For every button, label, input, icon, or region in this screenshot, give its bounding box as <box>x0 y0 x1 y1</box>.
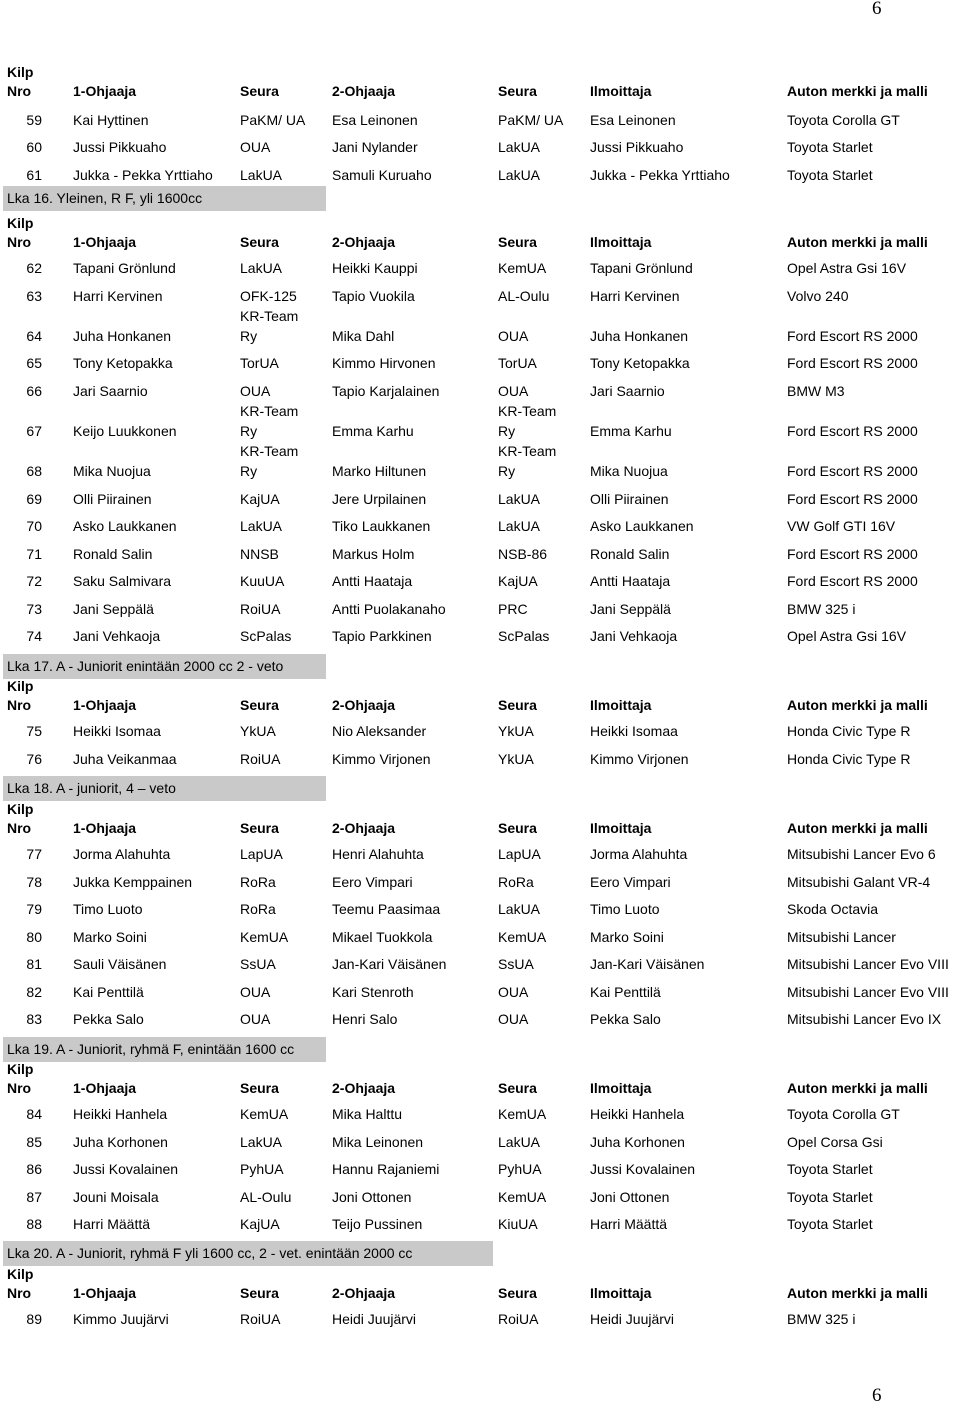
header-entrant: Ilmoittaja <box>590 234 652 250</box>
cell-entrant: Jani Seppälä <box>590 601 671 617</box>
cell-nro: 66 <box>26 383 42 399</box>
cell-club1: RoRa <box>240 874 276 890</box>
cell-driver1: Keijo Luukkonen <box>73 423 177 439</box>
cell-driver2: Emma Karhu <box>332 423 414 439</box>
cell-driver2: Jan-Kari Väisänen <box>332 956 447 972</box>
header-driver1: 1-Ohjaaja <box>73 697 137 713</box>
header-driver2: 2-Ohjaaja <box>332 697 396 713</box>
cell-driver1: Heikki Isomaa <box>73 723 161 739</box>
cell-driver1: Juha Korhonen <box>73 1134 168 1150</box>
cell-driver1: Harri Kervinen <box>73 288 163 304</box>
cell-driver2: Tiko Laukkanen <box>332 518 431 534</box>
cell-driver1: Tapani Grönlund <box>73 260 176 276</box>
cell-club2: LakUA <box>498 1134 541 1150</box>
cell-entrant: Pekka Salo <box>590 1011 661 1027</box>
cell-entrant: Jan-Kari Väisänen <box>590 956 705 972</box>
cell-nro: 70 <box>26 518 42 534</box>
cell-driver2: Esa Leinonen <box>332 112 418 128</box>
cell-club1: KR-Team Ry <box>240 443 299 479</box>
cell-entrant: Tony Ketopakka <box>590 355 690 371</box>
header-entrant: Ilmoittaja <box>590 1080 652 1096</box>
cell-entrant: Timo Luoto <box>590 901 660 917</box>
cell-car: BMW M3 <box>787 383 845 399</box>
header-club1: Seura <box>240 234 279 250</box>
cell-club2: TorUA <box>498 355 537 371</box>
header-club1: Seura <box>240 820 279 836</box>
cell-nro: 79 <box>26 901 42 917</box>
cell-nro: 65 <box>26 355 42 371</box>
table-row <box>0 1293 960 1333</box>
cell-car: Ford Escort RS 2000 <box>787 573 918 589</box>
cell-nro: 85 <box>26 1134 42 1150</box>
header-entrant: Ilmoittaja <box>590 83 652 99</box>
cell-entrant: Heikki Isomaa <box>590 723 678 739</box>
cell-driver2: Antti Puolakanaho <box>332 601 446 617</box>
cell-club1: PaKM/ UA <box>240 112 306 128</box>
cell-car: Mitsubishi Lancer Evo VIII <box>787 956 949 972</box>
header-driver2: 2-Ohjaaja <box>332 83 396 99</box>
cell-club1: LakUA <box>240 518 283 534</box>
table-row <box>0 365 960 405</box>
cell-driver2: Henri Salo <box>332 1011 398 1027</box>
cell-nro: 87 <box>26 1189 42 1205</box>
cell-driver2: Mika Leinonen <box>332 1134 424 1150</box>
cell-nro: 71 <box>26 546 42 562</box>
cell-driver1: Timo Luoto <box>73 901 143 917</box>
cell-driver2: Heidi Juujärvi <box>332 1311 417 1327</box>
header-kilp: Kilp <box>7 1061 34 1077</box>
header-driver2: 2-Ohjaaja <box>332 820 396 836</box>
header-entrant: Ilmoittaja <box>590 820 652 836</box>
cell-car: Toyota Corolla GT <box>787 1106 900 1122</box>
cell-club2: PRC <box>498 601 528 617</box>
cell-club1: KajUA <box>240 491 280 507</box>
cell-club1: LakUA <box>240 1134 283 1150</box>
cell-driver1: Juha Honkanen <box>73 328 172 344</box>
cell-club2: PyhUA <box>498 1161 542 1177</box>
cell-entrant: Jukka - Pekka Yrttiaho <box>590 167 730 183</box>
cell-nro: 64 <box>26 328 42 344</box>
cell-entrant: Jari Saarnio <box>590 383 665 399</box>
cell-driver2: Tapio Parkkinen <box>332 628 432 644</box>
cell-driver1: Jari Saarnio <box>73 383 148 399</box>
cell-driver1: Tony Ketopakka <box>73 355 173 371</box>
cell-driver2: Teijo Pussinen <box>332 1216 423 1232</box>
table-row <box>0 610 960 650</box>
header-driver1: 1-Ohjaaja <box>73 820 137 836</box>
header-kilp: Kilp <box>7 678 34 694</box>
cell-entrant: Antti Haataja <box>590 573 671 589</box>
cell-club2: LakUA <box>498 901 541 917</box>
header-car: Auton merkki ja malli <box>787 1080 928 1096</box>
cell-entrant: Mika Nuojua <box>590 463 668 479</box>
cell-club2: LapUA <box>498 846 541 862</box>
cell-entrant: Eero Vimpari <box>590 874 671 890</box>
cell-club2: ScPalas <box>498 628 550 644</box>
cell-club1: LapUA <box>240 846 283 862</box>
table-row <box>0 733 960 773</box>
cell-car: Opel Astra Gsi 16V <box>787 628 907 644</box>
cell-club1: AL-Oulu <box>240 1189 292 1205</box>
cell-nro: 69 <box>26 491 42 507</box>
cell-club2: YkUA <box>498 723 534 739</box>
cell-nro: 68 <box>26 463 42 479</box>
cell-club2: LakUA <box>498 167 541 183</box>
cell-club2: KemUA <box>498 260 547 276</box>
cell-entrant: Kimmo Virjonen <box>590 751 689 767</box>
cell-car: Mitsubishi Lancer Evo VIII <box>787 984 949 1000</box>
cell-car: Honda Civic Type R <box>787 723 911 739</box>
cell-club2: KemUA <box>498 929 547 945</box>
header-nro: Nro <box>7 83 32 99</box>
cell-entrant: Tapani Grönlund <box>590 260 693 276</box>
cell-nro: 67 <box>26 423 42 439</box>
cell-driver2: Jani Nylander <box>332 139 418 155</box>
cell-entrant: Ronald Salin <box>590 546 670 562</box>
cell-driver1: Ronald Salin <box>73 546 153 562</box>
category-heading: Lka 20. A - Juniorit, ryhmä F yli 1600 cc, 2 - vet. enintään 2000 cc <box>3 1241 493 1266</box>
category-heading: Lka 18. A - juniorit, 4 – veto <box>3 776 326 801</box>
cell-driver2: Eero Vimpari <box>332 874 413 890</box>
cell-car: Mitsubishi Lancer <box>787 929 896 945</box>
cell-club1: PyhUA <box>240 1161 284 1177</box>
cell-club1: LakUA <box>240 167 283 183</box>
cell-driver1: Saku Salmivara <box>73 573 172 589</box>
cell-entrant: Jani Vehkaoja <box>590 628 678 644</box>
cell-car: Toyota Starlet <box>787 1216 873 1232</box>
cell-nro: 62 <box>26 260 42 276</box>
cell-driver2: Samuli Kuruaho <box>332 167 432 183</box>
cell-car: BMW 325 i <box>787 601 856 617</box>
cell-driver2: Marko Hiltunen <box>332 463 427 479</box>
cell-club1: KuuUA <box>240 573 285 589</box>
cell-driver1: Kai Penttilä <box>73 984 144 1000</box>
cell-driver2: Kimmo Hirvonen <box>332 355 436 371</box>
header-driver1: 1-Ohjaaja <box>73 234 137 250</box>
cell-entrant: Emma Karhu <box>590 423 672 439</box>
cell-club1: KajUA <box>240 1216 280 1232</box>
cell-car: Mitsubishi Lancer Evo IX <box>787 1011 942 1027</box>
cell-club2: OUA <box>498 328 529 344</box>
header-club2: Seura <box>498 234 537 250</box>
cell-car: Ford Escort RS 2000 <box>787 355 918 371</box>
cell-nro: 63 <box>26 288 42 304</box>
cell-nro: 72 <box>26 573 42 589</box>
cell-nro: 78 <box>26 874 42 890</box>
cell-driver1: Olli Piirainen <box>73 491 152 507</box>
cell-club2: KR-Team Ry <box>498 403 557 439</box>
cell-driver1: Jorma Alahuhta <box>73 846 171 862</box>
header-car: Auton merkki ja malli <box>787 1285 928 1301</box>
cell-club1: SsUA <box>240 956 276 972</box>
cell-car: Ford Escort RS 2000 <box>787 463 918 479</box>
cell-car: Ford Escort RS 2000 <box>787 491 918 507</box>
category-heading: Lka 16. Yleinen, R F, yli 1600cc <box>3 186 326 211</box>
cell-club1: RoiUA <box>240 1311 281 1327</box>
header-driver2: 2-Ohjaaja <box>332 1285 396 1301</box>
cell-club1: ScPalas <box>240 628 292 644</box>
cell-club1: OUA <box>240 383 271 399</box>
header-car: Auton merkki ja malli <box>787 83 928 99</box>
cell-driver1: Jussi Kovalainen <box>73 1161 179 1177</box>
cell-nro: 88 <box>26 1216 42 1232</box>
cell-nro: 80 <box>26 929 42 945</box>
header-kilp: Kilp <box>7 801 34 817</box>
cell-club2: RoRa <box>498 874 534 890</box>
cell-nro: 76 <box>26 751 42 767</box>
page-number-bottom: 6 <box>872 1385 882 1406</box>
category-heading: Lka 19. A - Juniorit, ryhmä F, enintään 1600 cc <box>3 1037 326 1062</box>
cell-driver2: Hannu Rajaniemi <box>332 1161 440 1177</box>
table-row <box>0 1198 960 1238</box>
table-row <box>0 270 960 310</box>
cell-nro: 59 <box>26 112 42 128</box>
cell-nro: 81 <box>26 956 42 972</box>
cell-club1: OUA <box>240 1011 271 1027</box>
header-driver1: 1-Ohjaaja <box>73 1285 137 1301</box>
cell-club2: YkUA <box>498 751 534 767</box>
cell-club1: OUA <box>240 139 271 155</box>
cell-driver1: Jukka - Pekka Yrttiaho <box>73 167 213 183</box>
cell-club2: LakUA <box>498 491 541 507</box>
header-driver2: 2-Ohjaaja <box>332 234 396 250</box>
cell-car: Opel Corsa Gsi <box>787 1134 883 1150</box>
cell-driver1: Jani Seppälä <box>73 601 154 617</box>
cell-club1: RoiUA <box>240 751 281 767</box>
category-heading: Lka 17. A - Juniorit enintään 2000 cc 2 - veto <box>3 654 326 679</box>
header-kilp: Kilp <box>7 1266 34 1282</box>
header-club1: Seura <box>240 1285 279 1301</box>
cell-club2: KemUA <box>498 1189 547 1205</box>
cell-driver1: Jussi Pikkuaho <box>73 139 167 155</box>
cell-nro: 84 <box>26 1106 42 1122</box>
cell-nro: 75 <box>26 723 42 739</box>
header-nro: Nro <box>7 820 32 836</box>
cell-driver1: Marko Soini <box>73 929 147 945</box>
header-kilp: Kilp <box>7 64 34 80</box>
cell-car: Volvo 240 <box>787 288 849 304</box>
cell-club2: OUA <box>498 383 529 399</box>
cell-club1: LakUA <box>240 260 283 276</box>
cell-driver2: Nio Aleksander <box>332 723 427 739</box>
cell-car: Toyota Starlet <box>787 139 873 155</box>
header-driver1: 1-Ohjaaja <box>73 83 137 99</box>
cell-club2: NSB-86 <box>498 546 548 562</box>
cell-car: Toyota Starlet <box>787 1161 873 1177</box>
cell-nro: 61 <box>26 167 42 183</box>
cell-nro: 86 <box>26 1161 42 1177</box>
cell-nro: 83 <box>26 1011 42 1027</box>
cell-driver2: Heikki Kauppi <box>332 260 418 276</box>
cell-driver2: Mika Dahl <box>332 328 395 344</box>
cell-driver1: Mika Nuojua <box>73 463 151 479</box>
cell-entrant: Asko Laukkanen <box>590 518 694 534</box>
cell-car: Toyota Corolla GT <box>787 112 900 128</box>
cell-club2: KiuUA <box>498 1216 538 1232</box>
header-club2: Seura <box>498 697 537 713</box>
cell-entrant: Harri Määttä <box>590 1216 668 1232</box>
cell-club2: LakUA <box>498 518 541 534</box>
cell-driver2: Antti Haataja <box>332 573 413 589</box>
cell-club2: KajUA <box>498 573 538 589</box>
cell-club2: KemUA <box>498 1106 547 1122</box>
header-club2: Seura <box>498 820 537 836</box>
cell-club2: LakUA <box>498 139 541 155</box>
cell-club1: KR-Team Ry <box>240 308 299 344</box>
cell-entrant: Marko Soini <box>590 929 664 945</box>
table-row <box>0 405 960 445</box>
cell-club1: KemUA <box>240 929 289 945</box>
cell-club1: OFK-125 <box>240 288 297 304</box>
cell-driver2: Jere Urpilainen <box>332 491 427 507</box>
cell-driver1: Asko Laukkanen <box>73 518 177 534</box>
cell-entrant: Olli Piirainen <box>590 491 669 507</box>
cell-entrant: Jussi Pikkuaho <box>590 139 684 155</box>
cell-entrant: Juha Honkanen <box>590 328 689 344</box>
cell-driver2: Tapio Karjalainen <box>332 383 440 399</box>
cell-driver1: Heikki Hanhela <box>73 1106 168 1122</box>
cell-driver2: Mika Halttu <box>332 1106 403 1122</box>
header-entrant: Ilmoittaja <box>590 1285 652 1301</box>
cell-driver2: Teemu Paasimaa <box>332 901 441 917</box>
cell-car: Toyota Starlet <box>787 1189 873 1205</box>
cell-car: Honda Civic Type R <box>787 751 911 767</box>
header-kilp: Kilp <box>7 215 34 231</box>
cell-driver2: Henri Alahuhta <box>332 846 424 862</box>
header-driver1: 1-Ohjaaja <box>73 1080 137 1096</box>
cell-club2: KR-Team Ry <box>498 443 557 479</box>
cell-nro: 82 <box>26 984 42 1000</box>
cell-driver2: Mikael Tuokkola <box>332 929 433 945</box>
cell-club2: OUA <box>498 1011 529 1027</box>
cell-entrant: Esa Leinonen <box>590 112 676 128</box>
cell-club2: AL-Oulu <box>498 288 550 304</box>
cell-entrant: Heikki Hanhela <box>590 1106 685 1122</box>
header-club2: Seura <box>498 1080 537 1096</box>
cell-driver2: Kimmo Virjonen <box>332 751 431 767</box>
header-club1: Seura <box>240 83 279 99</box>
cell-nro: 74 <box>26 628 42 644</box>
cell-car: Skoda Octavia <box>787 901 879 917</box>
cell-club1: RoiUA <box>240 601 281 617</box>
cell-driver2: Joni Ottonen <box>332 1189 412 1205</box>
cell-club1: KemUA <box>240 1106 289 1122</box>
cell-entrant: Jorma Alahuhta <box>590 846 688 862</box>
cell-entrant: Kai Penttilä <box>590 984 661 1000</box>
cell-car: Ford Escort RS 2000 <box>787 328 918 344</box>
cell-entrant: Jussi Kovalainen <box>590 1161 696 1177</box>
header-car: Auton merkki ja malli <box>787 234 928 250</box>
header-club2: Seura <box>498 1285 537 1301</box>
cell-driver2: Kari Stenroth <box>332 984 414 1000</box>
cell-car: Mitsubishi Galant VR-4 <box>787 874 931 890</box>
cell-driver1: Kimmo Juujärvi <box>73 1311 169 1327</box>
header-car: Auton merkki ja malli <box>787 820 928 836</box>
cell-club1: TorUA <box>240 355 279 371</box>
cell-club1: YkUA <box>240 723 276 739</box>
cell-car: VW Golf GTI 16V <box>787 518 896 534</box>
cell-nro: 60 <box>26 139 42 155</box>
cell-entrant: Joni Ottonen <box>590 1189 670 1205</box>
cell-driver1: Juha Veikanmaa <box>73 751 177 767</box>
cell-nro: 89 <box>26 1311 42 1327</box>
cell-driver1: Jouni Moisala <box>73 1189 159 1205</box>
header-club2: Seura <box>498 83 537 99</box>
cell-entrant: Juha Korhonen <box>590 1134 685 1150</box>
cell-club1: RoRa <box>240 901 276 917</box>
cell-nro: 73 <box>26 601 42 617</box>
cell-entrant: Heidi Juujärvi <box>590 1311 675 1327</box>
cell-driver1: Kai Hyttinen <box>73 112 149 128</box>
cell-car: Toyota Starlet <box>787 167 873 183</box>
cell-driver1: Harri Määttä <box>73 1216 151 1232</box>
cell-car: BMW 325 i <box>787 1311 856 1327</box>
cell-driver1: Sauli Väisänen <box>73 956 167 972</box>
header-nro: Nro <box>7 1285 32 1301</box>
table-row <box>0 993 960 1033</box>
header-club1: Seura <box>240 1080 279 1096</box>
table-row <box>0 149 960 189</box>
cell-driver2: Markus Holm <box>332 546 415 562</box>
cell-club1: OUA <box>240 984 271 1000</box>
page-number-top: 6 <box>872 0 882 19</box>
cell-driver1: Pekka Salo <box>73 1011 144 1027</box>
cell-club2: RoiUA <box>498 1311 539 1327</box>
cell-club1: KR-Team Ry <box>240 403 299 439</box>
header-nro: Nro <box>7 1080 32 1096</box>
cell-nro: 77 <box>26 846 42 862</box>
header-car: Auton merkki ja malli <box>787 697 928 713</box>
cell-driver1: Jukka Kemppainen <box>73 874 193 890</box>
header-nro: Nro <box>7 697 32 713</box>
cell-entrant: Harri Kervinen <box>590 288 680 304</box>
cell-car: Mitsubishi Lancer Evo 6 <box>787 846 936 862</box>
cell-club2: OUA <box>498 984 529 1000</box>
cell-car: Ford Escort RS 2000 <box>787 423 918 439</box>
cell-club2: PaKM/ UA <box>498 112 564 128</box>
header-entrant: Ilmoittaja <box>590 697 652 713</box>
header-nro: Nro <box>7 234 32 250</box>
cell-driver2: Tapio Vuokila <box>332 288 415 304</box>
cell-driver1: Jani Vehkaoja <box>73 628 161 644</box>
header-club1: Seura <box>240 697 279 713</box>
cell-car: Ford Escort RS 2000 <box>787 546 918 562</box>
header-driver2: 2-Ohjaaja <box>332 1080 396 1096</box>
cell-club1: NNSB <box>240 546 279 562</box>
cell-club2: SsUA <box>498 956 534 972</box>
cell-car: Opel Astra Gsi 16V <box>787 260 907 276</box>
